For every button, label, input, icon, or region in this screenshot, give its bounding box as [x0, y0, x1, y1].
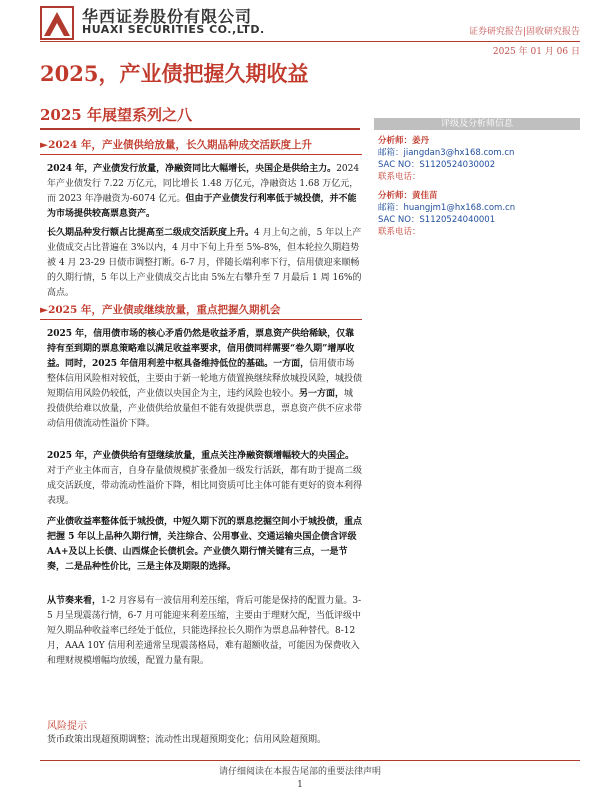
analyst-phone: 联系电话：: [378, 172, 421, 182]
paragraph-emphasis: 但由于产业债发行利率低于城投债，并不能为市场提供较高票息资产。: [47, 194, 357, 219]
footer-divider: [40, 760, 580, 761]
risk-heading: 风险提示: [47, 721, 87, 732]
risk-text: 货币政策出现超预期调整；流动性出现超预期变化；信用风险超预期。: [47, 735, 327, 745]
paragraph-body: 信用债市场整体信用风险相对较低，主要由于新一轮地方债置换继续释放城投风险，城投债短期信用风险仍较低，产业债以央国企为主，违约风险也较小。: [47, 359, 363, 399]
analyst-card: [378, 135, 583, 183]
paragraph: [47, 594, 362, 669]
paragraph-lead: 2025 年，信用债市场的核心矛盾仍然是收益矛盾，票息资产供给稀缺，仅靠持有至到期的票息策略难以满足收益率要求，信用债同样需要“卷久期”增厚收益。同时，2025 年信用利差中枢具备维持低位的基础。一方面，: [47, 329, 355, 369]
paragraph-lead: 2024 年，产业债发行放量，净融资同比大幅增长，央国企是供给主力。: [47, 164, 337, 174]
legal-disclaimer: 请仔细阅读在本报告尾部的重要法律声明: [218, 767, 381, 777]
subtitle-divider: [40, 128, 360, 130]
paragraph-body: 1-2 月容易有一波信用利差压缩，背后可能是保持的配置力量。3-5 月呈现震荡行情，6-7 月可能迎来利差压缩，主要由于理财欠配，当低评级中短久期品种收益率已经处于低位，只能选择拉长久期作为票息品种替代。8-12 月，AAA 10Y 信用利差通常呈现震荡格局，难有超额收益，可能因为保费收入和理财规模增幅均放缓，配置力量有限。: [47, 596, 362, 666]
paragraph-body: 4 月上旬之前，5 年以上产业债成交占比普遍在 3%以内，4 月中下旬上升至 5%-8%，但本轮拉久期趋势被 4 月 23-29 日债市调整打断。6-7 月，伴随长端利率下行，信用债迎来顺畅的久期行情，5 年以上产业债成交占比由 5%左右攀升至 7 月最后 1 周 16%的高点。: [47, 228, 362, 298]
analyst-email[interactable]: 邮箱：huangjm1@hx168.com.cn: [378, 203, 516, 213]
huaxi-logo-icon: [40, 6, 74, 40]
header-divider: [40, 41, 580, 42]
section-divider: [40, 154, 362, 155]
paragraph-emphasis: 另一方面，: [299, 389, 345, 399]
brand-name-cn: 华西证券股份有限公司: [82, 7, 253, 26]
brand-name-en: HUAXI SECURITIES CO.,LTD.: [82, 23, 265, 36]
paragraph-body: 2024 年产业债发行 7.22 万亿元，同比增长 1.48 万亿元，净融资达 1.68 万亿元，而 2023 年净融资为-6074 亿元。: [47, 164, 360, 204]
analyst-phone: 联系电话：: [378, 227, 421, 237]
analyst-name: 分析师：黄佳苗: [378, 191, 438, 201]
section-heading: ►2025 年，产业债或继续放量，重点把握久期机会: [40, 304, 281, 316]
analyst-sac: SAC NO：S1120524040001: [378, 215, 496, 225]
section-heading: ►2024 年，产业债供给放量，长久期品种成交活跃度上升: [40, 139, 312, 151]
paragraph-lead: 从节奏来看，: [47, 596, 102, 606]
report-type-label: 证券研究报告|固收研究报告: [468, 27, 580, 37]
analyst-card: [378, 190, 583, 238]
paragraph: [47, 449, 362, 509]
page-number: 1: [297, 780, 303, 790]
analyst-name: 分析师：姜丹: [378, 136, 430, 146]
analyst-sac: SAC NO：S1120524030002: [378, 160, 496, 170]
paragraph-body: 对于产业主体而言，自身存量债规模扩张叠加一级发行活跃，都有助于提高二级成交活跃度，带动流动性溢价下降，相比同资质可比主体可能有更好的资本利得表现。: [47, 466, 363, 506]
paragraph: [47, 162, 362, 222]
paragraph-lead: 产业债收益率整体低于城投债，中短久期下沉的票息挖掘空间小于城投债，重点把握 5 年以上品种久期行情，关注综合、公用事业、交通运输央国企债含评级 AA+及以上长债、山西煤企长债机会。产业债久期行情关键有三点，一是节奏，二是品种性价比，三是主体及期限的选择。: [47, 517, 363, 572]
section-divider: [40, 319, 362, 320]
report-title: 2025，产业债把握久期收益: [40, 61, 309, 86]
paragraph: [47, 226, 362, 301]
analyst-email[interactable]: 邮箱：jiangdan3@hx168.com.cn: [378, 148, 515, 158]
paragraph: [47, 515, 362, 575]
paragraph: [47, 327, 362, 432]
analyst-info-heading: 评级及分析师信息: [374, 118, 580, 130]
paragraph-lead: 长久期品种发行额占比提高至二级成交活跃度上升。: [47, 228, 255, 238]
report-subtitle: 2025 年展望系列之八: [40, 106, 192, 124]
paragraph-lead: 2025 年，产业债供给有望继续放量，重点关注净融资额增幅较大的央国企。: [47, 451, 355, 461]
paragraph-body: 城投债供给难以放量，产业债供给放量但不能有效提供票息，票息资产供不应求带动信用债流动性溢价下降。: [47, 389, 363, 429]
report-date: 2025 年 01 月 06 日: [492, 47, 580, 57]
